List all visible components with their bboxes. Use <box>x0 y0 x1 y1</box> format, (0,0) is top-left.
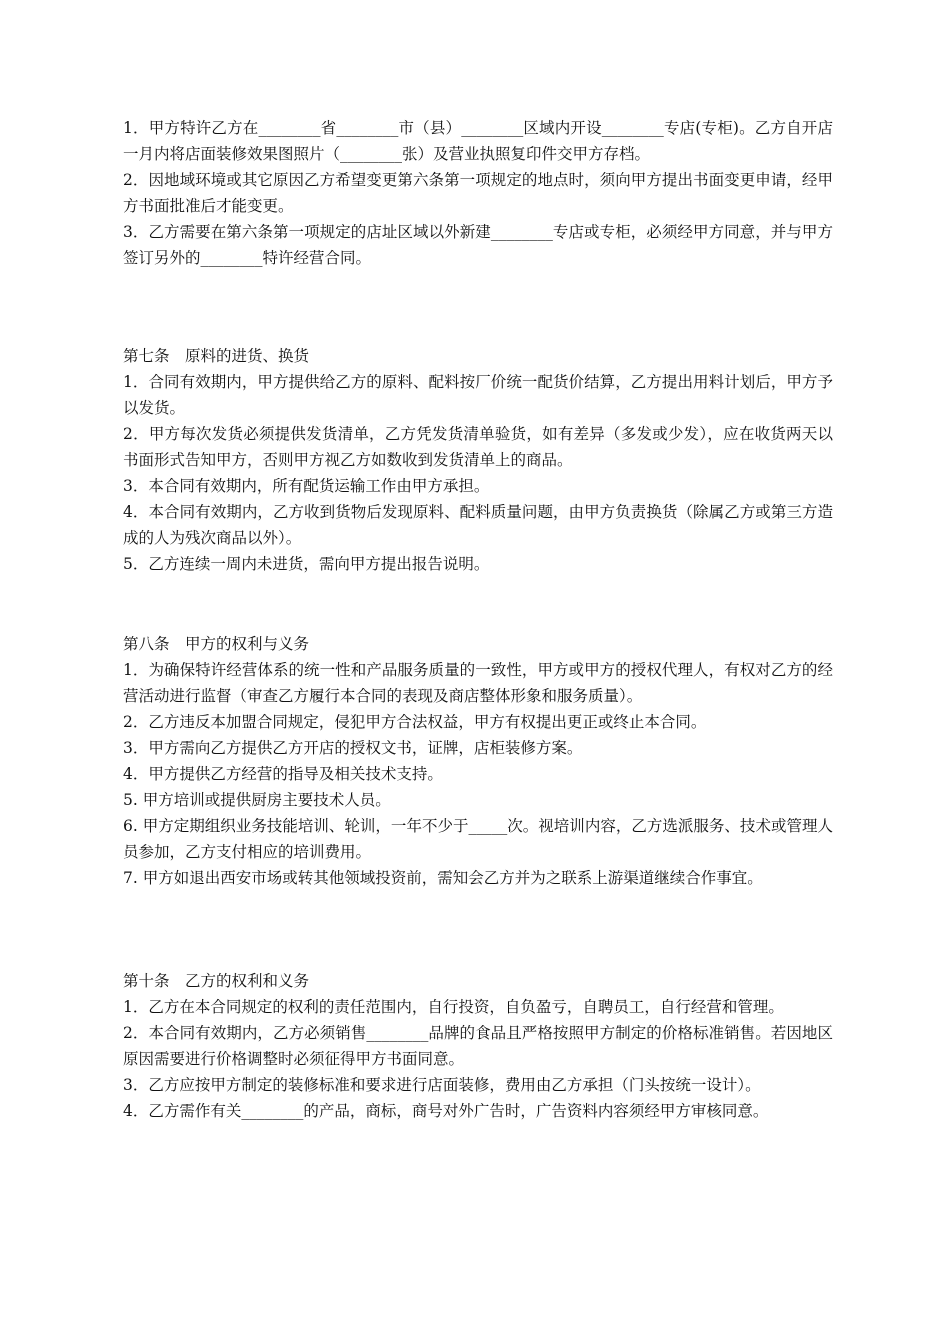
clause-6-3: 3．乙方需要在第六条第一项规定的店址区域以外新建________专店或专柜，必须经甲方同意，并与甲方签订另外的________特许经营合同。 <box>123 223 833 267</box>
section-6-continued <box>123 115 833 271</box>
clause-7-4: 4．本合同有效期内，乙方收到货物后发现原料、配料质量问题，由甲方负责换货（除属乙方或第三方造成的人为残次商品以外）。 <box>123 503 833 547</box>
clause-8-3: 3．甲方需向乙方提供乙方开店的授权文书，证牌，店柜装修方案。 <box>123 739 583 757</box>
clause-6-2: 2．因地域环境或其它原因乙方希望变更第六条第一项规定的地点时，须向甲方提出书面变更申请，经甲方书面批准后才能变更。 <box>123 171 833 215</box>
clause-8-2: 2．乙方违反本加盟合同规定，侵犯甲方合法权益，甲方有权提出更正或终止本合同。 <box>123 713 707 731</box>
clause-8-6: 6. 甲方定期组织业务技能培训、轮训，一年不少于_____次。视培训内容，乙方选派服务、技术或管理人员参加，乙方支付相应的培训费用。 <box>123 817 834 861</box>
section-10 <box>123 968 833 1124</box>
clause-8-5: 5. 甲方培训或提供厨房主要技术人员。 <box>123 791 391 809</box>
clause-8-4: 4．甲方提供乙方经营的指导及相关技术支持。 <box>123 765 443 783</box>
section-7-title: 第七条 原料的进货、换货 <box>123 347 310 365</box>
clause-10-2: 2．本合同有效期内，乙方必须销售________品牌的食品且严格按照甲方制定的价格标准销售。若因地区原因需要进行价格调整时必须征得甲方书面同意。 <box>123 1024 833 1068</box>
clause-10-1: 1．乙方在本合同规定的权利的责任范围内，自行投资，自负盈亏，自聘员工，自行经营和管理。 <box>123 998 784 1016</box>
clause-7-5: 5．乙方连续一周内未进货，需向甲方提出报告说明。 <box>123 555 490 573</box>
section-8-title: 第八条 甲方的权利与义务 <box>123 635 310 653</box>
clause-10-3: 3．乙方应按甲方制定的装修标准和要求进行店面装修，费用由乙方承担（门头按统一设计）。 <box>123 1076 761 1094</box>
clause-7-2: 2．甲方每次发货必须提供发货清单，乙方凭发货清单验货，如有差异（多发或少发），应在收货两天以书面形式告知甲方，否则甲方视乙方如数收到发货清单上的商品。 <box>123 425 833 469</box>
section-10-title: 第十条 乙方的权利和义务 <box>123 972 310 990</box>
clause-7-3: 3．本合同有效期内，所有配货运输工作由甲方承担。 <box>123 477 490 495</box>
clause-10-4: 4．乙方需作有关________的产品，商标，商号对外广告时，广告资料内容须经甲方审核同意。 <box>123 1102 769 1120</box>
clause-8-7: 7. 甲方如退出西安市场或转其他领域投资前，需知会乙方并为之联系上游渠道继续合作事宜。 <box>123 869 763 887</box>
section-8 <box>123 631 833 891</box>
section-7 <box>123 343 833 577</box>
clause-7-1: 1．合同有效期内，甲方提供给乙方的原料、配料按厂价统一配货价结算，乙方提出用料计划后，甲方予以发货。 <box>123 373 833 417</box>
clause-8-1: 1．为确保特许经营体系的统一性和产品服务质量的一致性，甲方或甲方的授权代理人，有权对乙方的经营活动进行监督（审查乙方履行本合同的表现及商店整体形象和服务质量）。 <box>123 661 833 705</box>
clause-6-1: 1．甲方特许乙方在________省________市（县）________区域内开设________专店(专柜)。乙方自开店一月内将店面装修效果图照片（________张）及营业执照复印件交甲方存档。 <box>123 119 833 163</box>
